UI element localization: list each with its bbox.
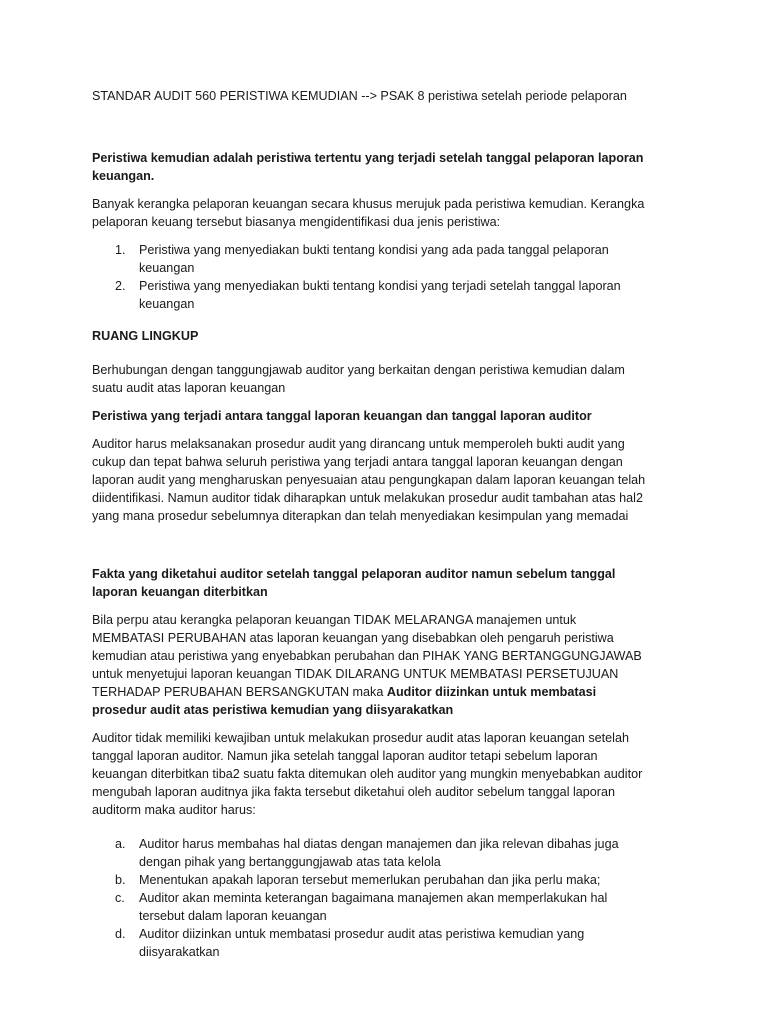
facts-paragraph-1-text: Bila perpu atau kerangka pelaporan keuangan TIDAK MELARANGA manajemen untuk MEMBATASI PERUBAHAN atas laporan keuangan yang disebabkan oleh pengaruh peristiwa kemudian atau peristiwa yang enyebabkan perubahan dan PIHAK YANG BERTANGGUNGJAWAB untuk menyetujui laporan keuangan TIDAK DILARANG UNTUK MEMBATASI PERSETUJUAN TERHADAP PERUBAHAN BERSANGKUTAN maka bbox=[92, 613, 642, 699]
list-marker: 1. bbox=[115, 243, 126, 257]
list-item bbox=[92, 925, 652, 961]
list-item-text: Peristiwa yang menyediakan bukti tentang kondisi yang terjadi setelah tanggal laporan keuangan bbox=[139, 279, 621, 311]
list-item bbox=[92, 241, 652, 277]
list-marker: c. bbox=[115, 891, 125, 905]
list-item-text: Peristiwa yang menyediakan bukti tentang kondisi yang ada pada tanggal pelaporan keuangan bbox=[139, 243, 609, 275]
list-marker: 2. bbox=[115, 279, 126, 293]
list-item bbox=[92, 835, 652, 871]
list-item bbox=[92, 277, 652, 313]
facts-paragraph-1-emphasis: Auditor diizinkan untuk membatasi prosedur audit atas peristiwa kemudian yang diisyarakatkan bbox=[92, 685, 597, 717]
scope-heading: RUANG LINGKUP bbox=[92, 329, 199, 343]
document-body bbox=[92, 87, 652, 975]
list-item bbox=[92, 889, 652, 925]
list-marker: b. bbox=[115, 873, 126, 887]
between-heading: Peristiwa yang terjadi antara tanggal laporan keuangan dan tanggal laporan auditor bbox=[92, 409, 592, 423]
document-title: STANDAR AUDIT 560 PERISTIWA KEMUDIAN --> PSAK 8 peristiwa setelah periode pelaporan bbox=[92, 89, 627, 103]
event-types-list bbox=[92, 241, 652, 313]
between-paragraph: Auditor harus melaksanakan prosedur audit yang dirancang untuk memperoleh bukti audit yang cukup dan tepat bahwa seluruh peristiwa yang terjadi antara tanggal laporan keuangan dengan laporan audit yang mengharuskan penyesuaian atau pengungkapan dalam laporan keuangan telah diidentifikasi. Namun auditor tidak diharapkan untuk melakukan prosedur audit tambahan atas hal2 yang mana prosedur sebelumnya diterapkan dan telah menyediakan kesimpulan yang memadai bbox=[92, 437, 646, 523]
list-item-text: Auditor diizinkan untuk membatasi prosedur audit atas peristiwa kemudian yang diisyarakatkan bbox=[139, 927, 585, 959]
auditor-actions-list bbox=[92, 835, 652, 961]
facts-paragraph-1 bbox=[92, 611, 652, 719]
list-item-text: Auditor akan meminta keterangan bagaimana manajemen akan memperlakukan hal tersebut dalam laporan keuangan bbox=[139, 891, 608, 923]
facts-paragraph-2: Auditor tidak memiliki kewajiban untuk melakukan prosedur audit atas laporan keuangan setelah tanggal laporan auditor. Namun jika setelah tanggal laporan auditor tetapi sebelum laporan keuangan diterbitkan tiba2 suatu fakta ditemukan oleh auditor yang mungkin menyebabkan auditor mengubah laporan auditnya jika fakta tersebut diketahui oleh auditor sebelum tanggal laporan auditorm maka auditor harus: bbox=[92, 731, 643, 817]
facts-heading: Fakta yang diketahui auditor setelah tanggal pelaporan auditor namun sebelum tanggal laporan keuangan diterbitkan bbox=[92, 567, 616, 599]
list-marker: d. bbox=[115, 927, 126, 941]
framework-paragraph: Banyak kerangka pelaporan keuangan secara khusus merujuk pada peristiwa kemudian. Kerangka pelaporan keuang tersebut biasanya mengidentifikasi dua jenis peristiwa: bbox=[92, 197, 645, 229]
list-item bbox=[92, 871, 652, 889]
list-item-text: Auditor harus membahas hal diatas dengan manajemen dan jika relevan dibahas juga dengan pihak yang bertanggungjawab atas tata kelola bbox=[139, 837, 619, 869]
list-marker: a. bbox=[115, 837, 126, 851]
scope-paragraph: Berhubungan dengan tanggungjawab auditor yang berkaitan dengan peristiwa kemudian dalam suatu audit atas laporan keuangan bbox=[92, 363, 625, 395]
list-item-text: Menentukan apakah laporan tersebut memerlukan perubahan dan jika perlu maka; bbox=[139, 873, 601, 887]
definition-paragraph: Peristiwa kemudian adalah peristiwa tertentu yang terjadi setelah tanggal pelaporan laporan keuangan. bbox=[92, 151, 644, 183]
